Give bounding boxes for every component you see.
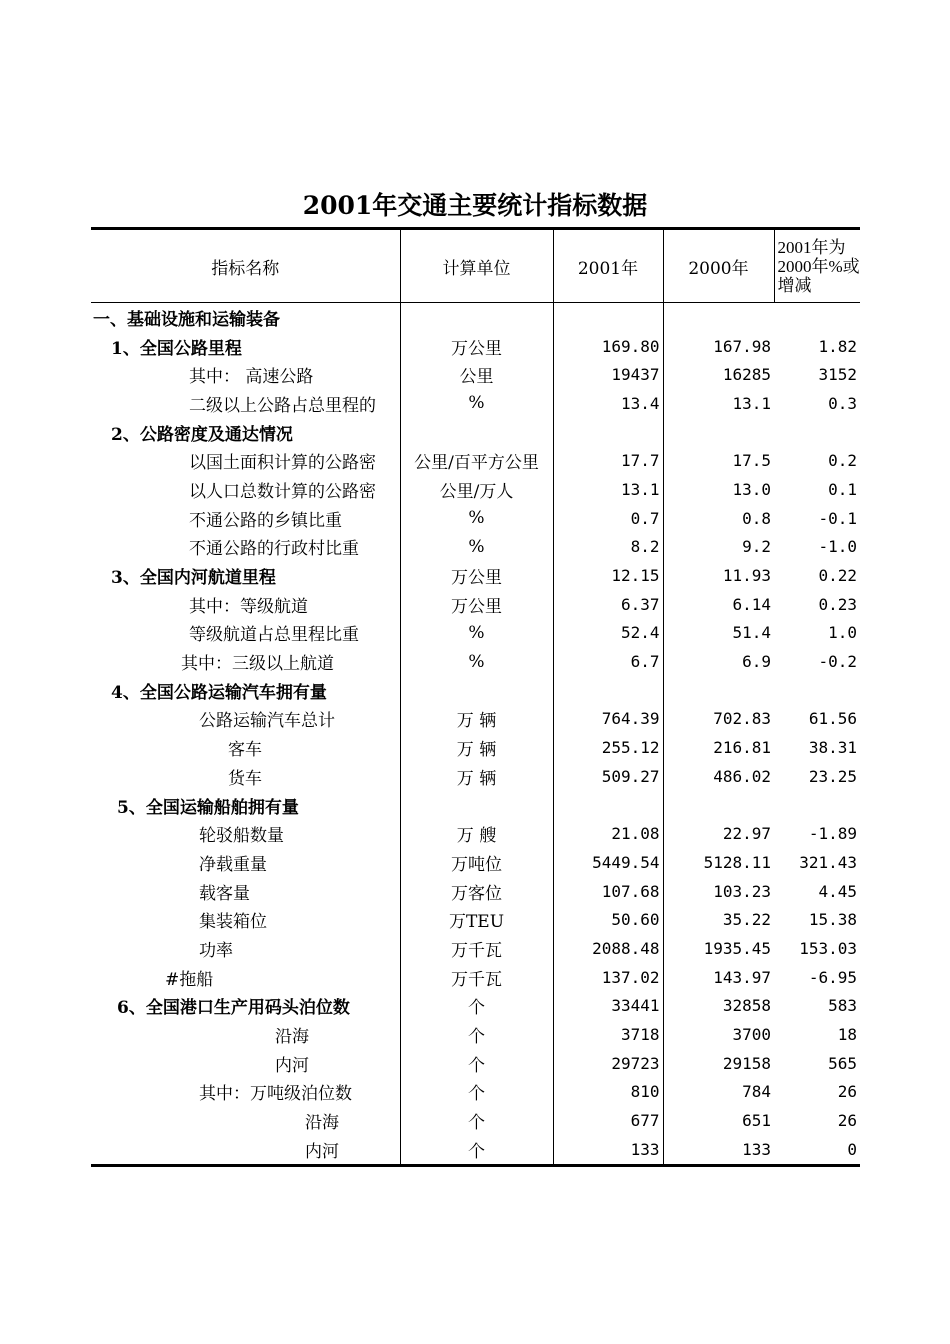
indicator-name-cell: 客车 (228, 740, 262, 761)
change-cell: 1.0 (828, 623, 857, 643)
table-row (91, 475, 860, 504)
value-2001-cell: 677 (553, 1106, 663, 1135)
indicator-name-cell: 其中：等级航道 (189, 596, 308, 617)
table-body (91, 303, 860, 1166)
value-2001-cell: 6.37 (553, 590, 663, 619)
change-cell: 0.1 (828, 479, 857, 499)
unit-cell: 万千瓦 (400, 934, 553, 963)
value-2001-cell: 8.2 (553, 533, 663, 562)
table-row (91, 446, 860, 475)
unit-cell: 个 (400, 1078, 553, 1107)
value-2000-cell: 35.22 (663, 905, 774, 934)
indicator-name-cell: 沿海 (305, 1113, 339, 1134)
value-2001-cell: 107.68 (553, 877, 663, 906)
indicator-name-cell: 6、全国港口生产用码头泊位数 (117, 998, 350, 1019)
value-2001-cell: 137.02 (553, 963, 663, 992)
value-2001-cell: 6.7 (553, 647, 663, 676)
header-2000: 2000年 (663, 229, 774, 303)
value-2000-cell: 143.97 (663, 963, 774, 992)
indicator-name-cell: 不通公路的乡镇比重 (189, 510, 342, 531)
change-cell: 3152 (818, 365, 857, 385)
unit-cell: 个 (400, 1049, 553, 1078)
unit-cell (400, 676, 553, 705)
table-row (91, 1049, 860, 1078)
value-2001-cell: 810 (553, 1078, 663, 1107)
value-2000-cell: 1935.45 (663, 934, 774, 963)
value-2000-cell: 216.81 (663, 733, 774, 762)
table-row (91, 1135, 860, 1165)
value-2000-cell: 51.4 (663, 619, 774, 648)
unit-cell: 万公里 (400, 332, 553, 361)
table-row (91, 1078, 860, 1107)
value-2000-cell (663, 303, 774, 332)
unit-cell: % (400, 389, 553, 418)
value-2001-cell: 29723 (553, 1049, 663, 1078)
unit-cell: 万公里 (400, 561, 553, 590)
value-2001-cell: 509.27 (553, 762, 663, 791)
change-cell: 565 (828, 1053, 857, 1073)
table-row (91, 791, 860, 820)
unit-cell: 万吨位 (400, 848, 553, 877)
header-2001: 2001年 (553, 229, 663, 303)
unit-cell: 个 (400, 1135, 553, 1165)
table-row (91, 992, 860, 1021)
indicator-name-cell: 二级以上公路占总里程的 (189, 395, 376, 416)
value-2000-cell (663, 676, 774, 705)
value-2000-cell: 29158 (663, 1049, 774, 1078)
value-2000-cell: 133 (663, 1135, 774, 1165)
value-2000-cell: 32858 (663, 992, 774, 1021)
value-2001-cell: 5449.54 (553, 848, 663, 877)
table-row (91, 963, 860, 992)
indicator-name-cell: 货车 (228, 768, 262, 789)
value-2000-cell: 3700 (663, 1020, 774, 1049)
indicator-name-cell: 内河 (305, 1141, 339, 1162)
table-row (91, 647, 860, 676)
value-2001-cell: 13.1 (553, 475, 663, 504)
change-cell (774, 791, 860, 820)
indicator-name-cell: 功率 (199, 940, 233, 961)
value-2000-cell (663, 418, 774, 447)
indicator-name-cell: 不通公路的行政村比重 (189, 539, 359, 560)
change-cell: 0.2 (828, 451, 857, 471)
value-2000-cell (663, 791, 774, 820)
indicator-name-cell: 轮驳船数量 (199, 826, 284, 847)
change-cell: -0.1 (818, 508, 857, 528)
unit-cell: % (400, 533, 553, 562)
table-row (91, 533, 860, 562)
value-2000-cell: 0.8 (663, 504, 774, 533)
value-2000-cell: 9.2 (663, 533, 774, 562)
change-cell: 0.3 (828, 393, 857, 413)
indicator-name-cell: #拖船 (165, 969, 214, 990)
change-cell (774, 303, 860, 332)
value-2001-cell: 12.15 (553, 561, 663, 590)
indicator-name-cell: 内河 (275, 1055, 309, 1076)
value-2001-cell: 50.60 (553, 905, 663, 934)
unit-cell: 公里/百平方公里 (400, 446, 553, 475)
change-cell: 0 (847, 1139, 857, 1159)
indicator-name-cell: 2、公路密度及通达情况 (111, 424, 293, 445)
change-cell: 0.22 (818, 566, 857, 586)
change-cell: -1.0 (818, 537, 857, 557)
change-cell: 26 (837, 1082, 857, 1102)
value-2001-cell: 169.80 (553, 332, 663, 361)
value-2001-cell: 33441 (553, 992, 663, 1021)
unit-cell: % (400, 619, 553, 648)
unit-cell: 万客位 (400, 877, 553, 906)
table-row (91, 389, 860, 418)
change-cell (774, 676, 860, 705)
unit-cell: 万公里 (400, 590, 553, 619)
value-2001-cell (553, 676, 663, 705)
unit-cell: 个 (400, 1106, 553, 1135)
unit-cell: 万 艘 (400, 819, 553, 848)
value-2001-cell: 52.4 (553, 619, 663, 648)
change-cell: 0.23 (818, 594, 857, 614)
table-row (91, 332, 860, 361)
change-cell: -0.2 (818, 652, 857, 672)
value-2000-cell: 167.98 (663, 332, 774, 361)
indicator-name-cell: 集装箱位 (199, 912, 267, 933)
unit-cell (400, 303, 553, 332)
indicator-name-cell: 一、基础设施和运输装备 (93, 309, 280, 330)
value-2000-cell: 17.5 (663, 446, 774, 475)
indicator-name-cell: 其中：万吨级泊位数 (199, 1084, 352, 1105)
change-cell: 15.38 (808, 910, 857, 930)
change-cell: 38.31 (808, 738, 857, 758)
change-cell: 583 (828, 996, 857, 1016)
value-2000-cell: 16285 (663, 360, 774, 389)
value-2000-cell: 13.0 (663, 475, 774, 504)
unit-cell: % (400, 504, 553, 533)
header-unit: 计算单位 (400, 229, 553, 303)
unit-cell: 个 (400, 992, 553, 1021)
change-cell: 61.56 (808, 709, 857, 729)
change-cell: 23.25 (808, 766, 857, 786)
unit-cell: 公里/万人 (400, 475, 553, 504)
indicator-name-cell: 其中： 高速公路 (189, 367, 314, 388)
change-cell: 26 (837, 1111, 857, 1131)
indicator-name-cell: 沿海 (275, 1027, 309, 1048)
page-title: 2001年交通主要统计指标数据 (302, 191, 648, 220)
header-indicator-name: 指标名称 (91, 229, 400, 303)
table-row (91, 418, 860, 447)
table-row (91, 504, 860, 533)
table-row (91, 360, 860, 389)
value-2000-cell: 13.1 (663, 389, 774, 418)
indicator-name-cell: 其中：三级以上航道 (181, 654, 334, 675)
change-cell: 153.03 (799, 938, 857, 958)
value-2001-cell: 3718 (553, 1020, 663, 1049)
table-row (91, 762, 860, 791)
value-2000-cell: 702.83 (663, 705, 774, 734)
unit-cell (400, 791, 553, 820)
table-row (91, 877, 860, 906)
value-2001-cell (553, 791, 663, 820)
value-2001-cell: 13.4 (553, 389, 663, 418)
change-cell: -6.95 (808, 967, 857, 987)
value-2000-cell: 11.93 (663, 561, 774, 590)
statistics-table (91, 227, 860, 1167)
table-row (91, 676, 860, 705)
unit-cell: 万 辆 (400, 705, 553, 734)
value-2001-cell (553, 418, 663, 447)
value-2000-cell: 6.14 (663, 590, 774, 619)
indicator-name-cell: 3、全国内河航道里程 (111, 568, 276, 589)
table-header-row (91, 229, 860, 303)
table-row (91, 848, 860, 877)
value-2000-cell: 651 (663, 1106, 774, 1135)
table-row (91, 1106, 860, 1135)
unit-cell: 万 辆 (400, 762, 553, 791)
value-2001-cell: 0.7 (553, 504, 663, 533)
change-cell: 1.82 (818, 336, 857, 356)
indicator-name-cell: 净载重量 (199, 854, 267, 875)
header-change: 2001年为2000年%或增减 (774, 229, 860, 303)
value-2000-cell: 486.02 (663, 762, 774, 791)
value-2000-cell: 6.9 (663, 647, 774, 676)
unit-cell: 万TEU (400, 905, 553, 934)
unit-cell (400, 418, 553, 447)
table-row (91, 705, 860, 734)
value-2000-cell: 22.97 (663, 819, 774, 848)
unit-cell: 个 (400, 1020, 553, 1049)
value-2001-cell: 133 (553, 1135, 663, 1165)
table-row (91, 905, 860, 934)
table-row (91, 733, 860, 762)
unit-cell: 公里 (400, 360, 553, 389)
value-2001-cell: 17.7 (553, 446, 663, 475)
change-cell: 321.43 (799, 852, 857, 872)
change-cell (774, 418, 860, 447)
change-cell: 18 (837, 1025, 857, 1045)
table-row (91, 819, 860, 848)
indicator-name-cell: 载客量 (199, 883, 250, 904)
table-row (91, 1020, 860, 1049)
indicator-name-cell: 5、全国运输船舶拥有量 (117, 797, 299, 818)
value-2001-cell: 19437 (553, 360, 663, 389)
indicator-name-cell: 以人口总数计算的公路密 (189, 481, 376, 502)
indicator-name-cell: 1、全国公路里程 (111, 338, 242, 359)
table-row (91, 934, 860, 963)
change-cell: 4.45 (818, 881, 857, 901)
unit-cell: 万 辆 (400, 733, 553, 762)
value-2001-cell: 255.12 (553, 733, 663, 762)
unit-cell: 万千瓦 (400, 963, 553, 992)
indicator-name-cell: 以国土面积计算的公路密 (189, 453, 376, 474)
table-row (91, 590, 860, 619)
indicator-name-cell: 公路运输汽车总计 (199, 711, 335, 732)
value-2001-cell: 2088.48 (553, 934, 663, 963)
value-2000-cell: 784 (663, 1078, 774, 1107)
table-row (91, 619, 860, 648)
value-2001-cell (553, 303, 663, 332)
table-row (91, 303, 860, 332)
indicator-name-cell: 4、全国公路运输汽车拥有量 (111, 682, 327, 703)
value-2001-cell: 21.08 (553, 819, 663, 848)
change-cell: -1.89 (808, 824, 857, 844)
table-row (91, 561, 860, 590)
value-2000-cell: 103.23 (663, 877, 774, 906)
value-2000-cell: 5128.11 (663, 848, 774, 877)
value-2001-cell: 764.39 (553, 705, 663, 734)
unit-cell: % (400, 647, 553, 676)
indicator-name-cell: 等级航道占总里程比重 (189, 625, 359, 646)
